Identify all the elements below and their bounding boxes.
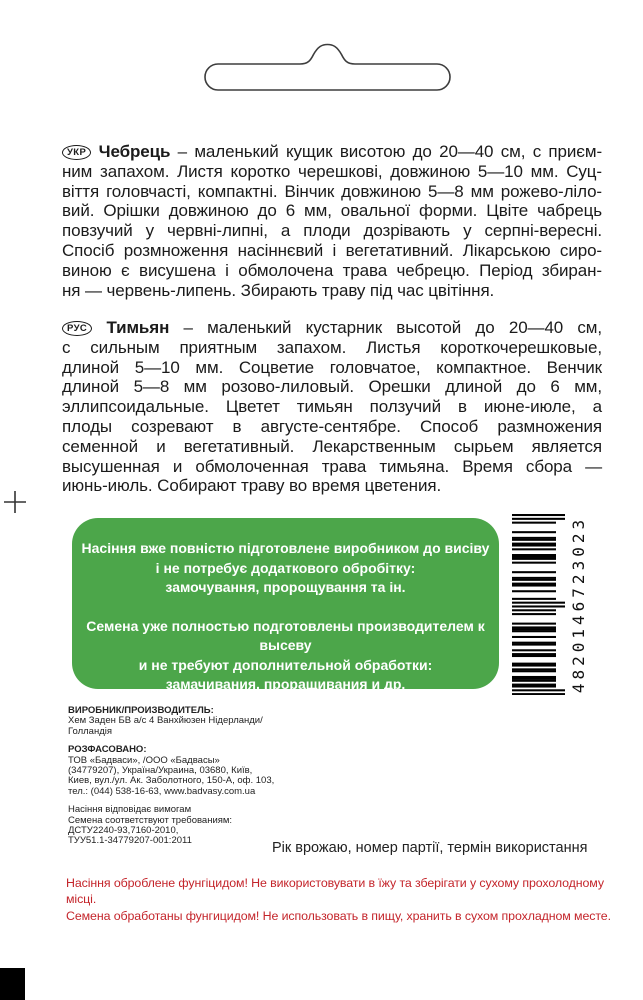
print-mark-black <box>0 968 25 1000</box>
packer-lines <box>68 756 358 798</box>
producer-lines <box>68 716 358 737</box>
text-line: эллипсоидальные. Цветет тимьян ползучий в июне-июле, а <box>62 397 602 417</box>
text-line: и не требуют дополнительной обработки: <box>138 656 433 673</box>
harvest-note: Рік врожаю, номер партії, термін використання <box>272 840 588 856</box>
text-line: виною є висушена і обмолочена трава чебрецю. Період збиран- <box>62 260 602 280</box>
hang-tab-outline <box>205 45 450 91</box>
text-line: длиной 5—10 мм. Соцветие головчатое, компактное. Венчик <box>62 357 602 377</box>
text-line: віття головчасті, компактні. Вінчик довжиною 5—8 мм рожево-ліло- <box>62 181 602 201</box>
text-line: замачивания, проращивания и др. <box>165 676 406 692</box>
ukr-first-line <box>62 142 602 162</box>
text-line: Голландія <box>68 725 112 737</box>
fungicide-warning <box>66 875 626 924</box>
text-line: Семена соответствуют требованиям: <box>68 814 233 826</box>
green-info-box <box>72 518 499 692</box>
barcode <box>512 514 586 695</box>
rus-first-line-text: – маленький кустарник высотой до 20—40 см, <box>183 318 603 337</box>
text-line: і не потребує додаткового обробітку: <box>155 559 416 576</box>
ukr-description <box>62 142 602 300</box>
text-line: длиной 5—8 мм розово-лиловый. Орешки длиной до 6 мм, <box>62 377 602 397</box>
text-line: Спосіб розмноження насіннєвий і вегетативний. Лікарською сиро- <box>62 240 602 260</box>
text-line: Хем Заден БВ а/с 4 Ванхйюзен Нідерланди/ <box>68 715 263 727</box>
text-line: Насіння відповідає вимогам <box>68 804 192 816</box>
green-box-ru-text <box>72 617 499 695</box>
text-line: ДСТУ2240-93,7160-2010, <box>68 825 179 837</box>
ukr-first-line-text: – маленький кущик висотою до 20—40 см, с приєм- <box>177 142 603 161</box>
text-line: Насіння вже повністю підготовлене виробником до висіву <box>81 540 490 556</box>
text-line: ня — червень-липень. Збирають траву під час цвітіння. <box>62 280 495 300</box>
lang-badge-rus: РУС <box>62 321 92 336</box>
text-line: июнь-июль. Собирают траву во время цветения. <box>62 476 442 496</box>
text-line: ним запахом. Листя коротко черешкові, довжиною 5—10 мм. Суц- <box>62 161 602 181</box>
text-line: Насіння оброблене фунгіцидом! Не використовувати в їжу та зберігати у сухому прохолодному місці. <box>66 876 604 907</box>
text-line: (34779207), Україна/Украина, 03680, Київ, <box>68 765 253 777</box>
plant-name-ukr: Чебрець <box>98 142 171 161</box>
producer-info <box>68 706 358 855</box>
text-line: высушенная и обмолоченная трава тимьяна. Время сбора — <box>62 456 602 476</box>
text-line: вий. Орішки довжиною до 6 мм, овальної форми. Цвіте чабрець <box>62 201 602 221</box>
rus-description <box>62 318 602 496</box>
text-line: Семена уже полностью подготовлены производителем к высеву <box>86 617 485 653</box>
text-line: плоды созревают в августе-сентябре. Способ размножения <box>62 416 602 436</box>
plant-name-rus: Тимьян <box>106 318 170 337</box>
packer-header: РОЗФАСОВАНО: <box>68 744 147 756</box>
rus-lines <box>62 338 602 496</box>
rus-first-line <box>62 318 602 338</box>
text-line: повзучий у червні-липні, а плоди дозрівають у серпні-вересні. <box>62 221 602 241</box>
producer-header: ВИРОБНИК/ПРОИЗВОДИТЕЛЬ: <box>68 705 214 716</box>
registration-cross-icon <box>4 491 26 513</box>
text-line: ТУУ51.1-34779207-001:2011 <box>68 835 192 847</box>
producer-block <box>68 706 358 737</box>
hang-tab-cutout <box>202 42 452 94</box>
text-line: ТОВ «Бадваси», /ООО «Бадвасы» <box>68 754 220 766</box>
green-box-ua-text <box>72 539 499 598</box>
barcode-bars <box>512 514 567 695</box>
text-line: Семена обработаны фунгицидом! Не использовать в пищу, хранить в сухом прохладном месте. <box>66 908 611 923</box>
text-line: семенной и вегетативный. Лекарственным сырьем является <box>62 436 602 456</box>
text-line: тел.: (044) 538-16-63, www.badvasy.com.ua <box>68 785 256 797</box>
packer-block <box>68 745 358 797</box>
ukr-lines <box>62 162 602 301</box>
text-line: замочування, пророщування та ін. <box>165 579 406 595</box>
text-line: с сильным приятным запахом. Листья короткочерешковые, <box>62 337 602 357</box>
lang-badge-ukr: УКР <box>62 145 91 160</box>
barcode-digits: 4820146723023 <box>569 515 588 694</box>
text-line: Киев, вул./ул. Ак. Заболотного, 150-А, оф. 103, <box>68 775 275 787</box>
